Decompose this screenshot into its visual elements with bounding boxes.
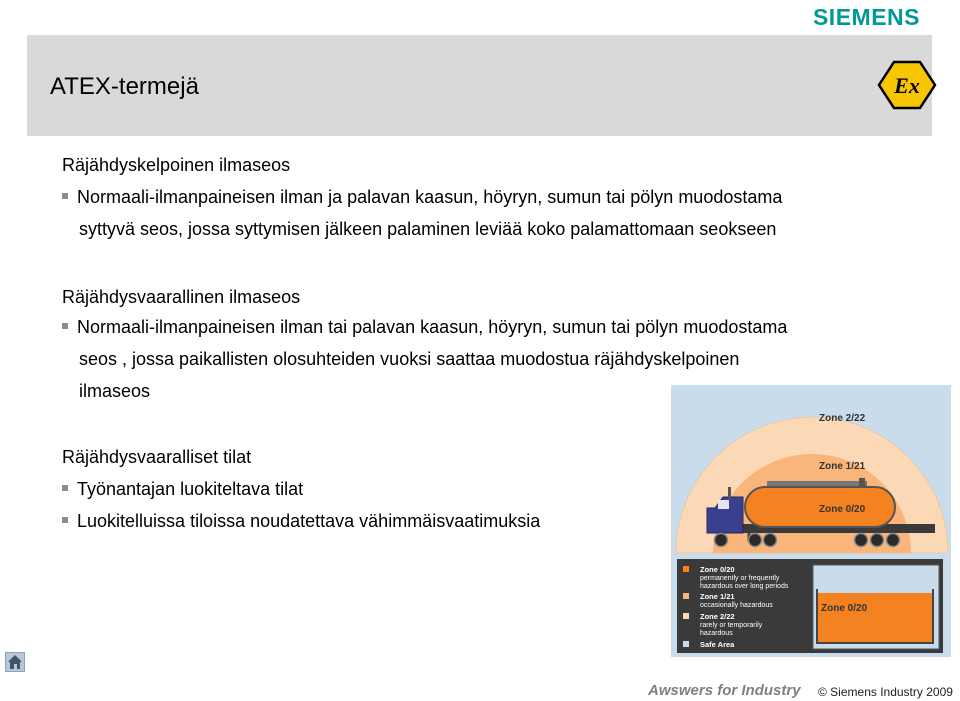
- list-item: Työnantajan luokiteltava tilat: [62, 473, 303, 505]
- list-item-continuation: seos , jossa paikallisten olosuhteiden vuoksi saattaa muodostua räjähdyskelpoinen: [79, 349, 740, 369]
- section-heading-explosive-atmosphere: Räjähdyskelpoinen ilmaseos: [62, 155, 291, 175]
- legend-zone0-desc2: hazardous over long periods: [700, 583, 789, 590]
- bullet-icon: [62, 485, 68, 491]
- bullet-icon: [62, 323, 68, 329]
- footer-tagline: Awswers for Industry: [648, 682, 801, 699]
- list-item-continuation: syttyvä seos, jossa syttymisen jälkeen palaminen leviää koko palamattomaan seokseen: [79, 219, 777, 239]
- legend-zone2-desc2: hazardous: [700, 630, 733, 637]
- legend-zone1-desc1: occasionally hazardous: [700, 602, 773, 609]
- list-item-continuation: ilmaseos: [79, 381, 151, 401]
- legend-swatch-safe: [683, 641, 689, 647]
- legend-zone1-title: Zone 1/21: [700, 592, 735, 601]
- legend-zone2-title: Zone 2/22: [700, 612, 735, 621]
- zone-inner-label: Zone 0/20: [819, 504, 866, 515]
- zone-middle-label: Zone 1/21: [819, 461, 866, 472]
- legend-zone0-title: Zone 0/20: [700, 565, 735, 574]
- tank-walkway: [767, 481, 867, 486]
- section-heading-hazardous-atmosphere: Räjähdysvaarallinen ilmaseos: [62, 287, 301, 307]
- tank-inset-zone-label: Zone 0/20: [821, 603, 868, 614]
- ex-badge-label: Ex: [894, 73, 920, 98]
- list-item: Normaali-ilmanpaineisen ilman tai palavan kaasun, höyryn, sumun tai pölyn muodostama: [62, 311, 787, 343]
- legend-swatch-zone2: [683, 613, 689, 619]
- section-heading-hazardous-areas: Räjähdysvaaralliset tilat: [62, 447, 252, 467]
- legend-zone0-desc1: permanently or frequently: [700, 575, 780, 582]
- list-item: Luokitelluissa tiloissa noudatettava vähimmäisvaatimuksia: [62, 505, 540, 537]
- siemens-logo: SIEMENS: [812, 4, 920, 30]
- bullet-icon: [62, 517, 68, 523]
- exhaust-stack: [728, 487, 731, 499]
- legend-swatch-zone1: [683, 593, 689, 599]
- ex-warning-icon: [877, 60, 937, 110]
- tank-inset-fill: [818, 593, 932, 642]
- zone-outer-label: Zone 2/22: [819, 413, 866, 424]
- list-item: Normaali-ilmanpaineisen ilman ja palavan kaasun, höyryn, sumun tai pölyn muodostama: [62, 181, 782, 213]
- page-title: ATEX-termejä: [50, 73, 199, 100]
- legend-safe-title: Safe Area: [700, 640, 735, 649]
- home-icon[interactable]: [5, 652, 25, 672]
- atex-zone-diagram: [671, 385, 951, 657]
- legend-swatch-zone0: [683, 566, 689, 572]
- footer-copyright: © Siemens Industry 2009: [818, 685, 953, 699]
- legend-zone2-desc1: rarely or temporarily: [700, 622, 763, 629]
- bullet-icon: [62, 193, 68, 199]
